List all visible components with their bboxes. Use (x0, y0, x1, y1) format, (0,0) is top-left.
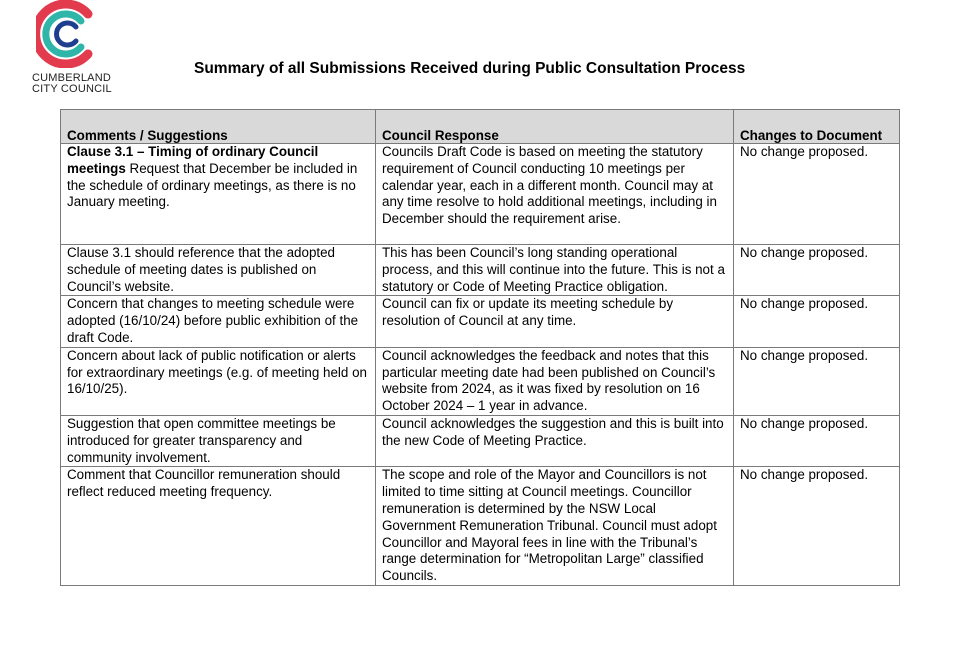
table-row (61, 467, 900, 586)
table-row (61, 245, 900, 296)
comment-text: Comment that Councillor remuneration should reflect reduced meeting frequency. (67, 467, 341, 500)
response-cell: Council acknowledges the suggestion and this is built into the new Code of Meeting Practice. (376, 415, 734, 466)
response-cell: Council can fix or update its meeting schedule by resolution of Council at any time. (376, 296, 734, 347)
comment-text: Request that December be included in the schedule of ordinary meetings, as there is no January meeting. (67, 160, 358, 210)
header-council-response: Council Response (376, 110, 734, 144)
change-cell: No change proposed. (734, 347, 900, 415)
response-cell: This has been Council’s long standing operational process, and this will continue into the future. This is not a statutory or Code of Meeting Practice obligation. (376, 245, 734, 296)
submissions-table (60, 109, 900, 586)
comment-cell (61, 144, 376, 245)
table-row (61, 347, 900, 415)
page-title: Summary of all Submissions Received during Public Consultation Process (194, 60, 746, 77)
logo-wordmark (32, 73, 127, 95)
table-row (61, 296, 900, 347)
logo-line-1: CUMBERLAND (32, 72, 112, 84)
comment-cell (61, 415, 376, 466)
change-cell: No change proposed. (734, 296, 900, 347)
comment-cell (61, 467, 376, 586)
comment-cell (61, 347, 376, 415)
change-cell: No change proposed. (734, 467, 900, 586)
cumberland-city-council-logo (30, 0, 120, 100)
response-cell: Council acknowledges the feedback and notes that this particular meeting date had been published on Council’s website from 2024, as it was fixed by resolution on 16 October 2024 – 1 year in advance. (376, 347, 734, 415)
response-cell: The scope and role of the Mayor and Councillors is not limited to time sitting at Council meetings. Councillor remuneration is determined by the NSW Local Government Remuneration Tribunal. Council must adopt Councillor and Mayoral fees in line with the Tribunal’s range determination for “Metropolitan Large” classified Councils. (376, 467, 734, 586)
comment-text: Concern that changes to meeting schedule were adopted (16/10/24) before public exhibition of the draft Code. (67, 296, 359, 345)
table-row (61, 415, 900, 466)
logo-line-2: CITY COUNCIL (32, 83, 112, 95)
table-header-row (61, 110, 900, 144)
comment-text: Clause 3.1 should reference that the adopted schedule of meeting dates is published on Council’s website. (67, 245, 336, 294)
response-cell: Councils Draft Code is based on meeting the statutory requirement of Council conducting 10 meetings per calendar year, each in a different month. Council may at any time resolve to hold additional meetings, including in December should the requirement arise. (376, 144, 734, 245)
comment-cell (61, 245, 376, 296)
table-row (61, 144, 900, 245)
comment-cell (61, 296, 376, 347)
header-comments: Comments / Suggestions (61, 110, 376, 144)
change-cell: No change proposed. (734, 144, 900, 245)
clause-heading: Clause 3.1 – Timing of ordinary Council meetings (67, 144, 319, 176)
comment-text: Concern about lack of public notification or alerts for extraordinary meetings (e.g. of meeting held on 16/10/25). (67, 347, 367, 397)
header-changes-to-document: Changes to Document (734, 110, 900, 144)
change-cell: No change proposed. (734, 415, 900, 466)
council-c-logo-icon (36, 0, 100, 68)
change-cell: No change proposed. (734, 245, 900, 296)
comment-text: Suggestion that open committee meetings be introduced for greater transparency and community involvement. (67, 415, 336, 465)
